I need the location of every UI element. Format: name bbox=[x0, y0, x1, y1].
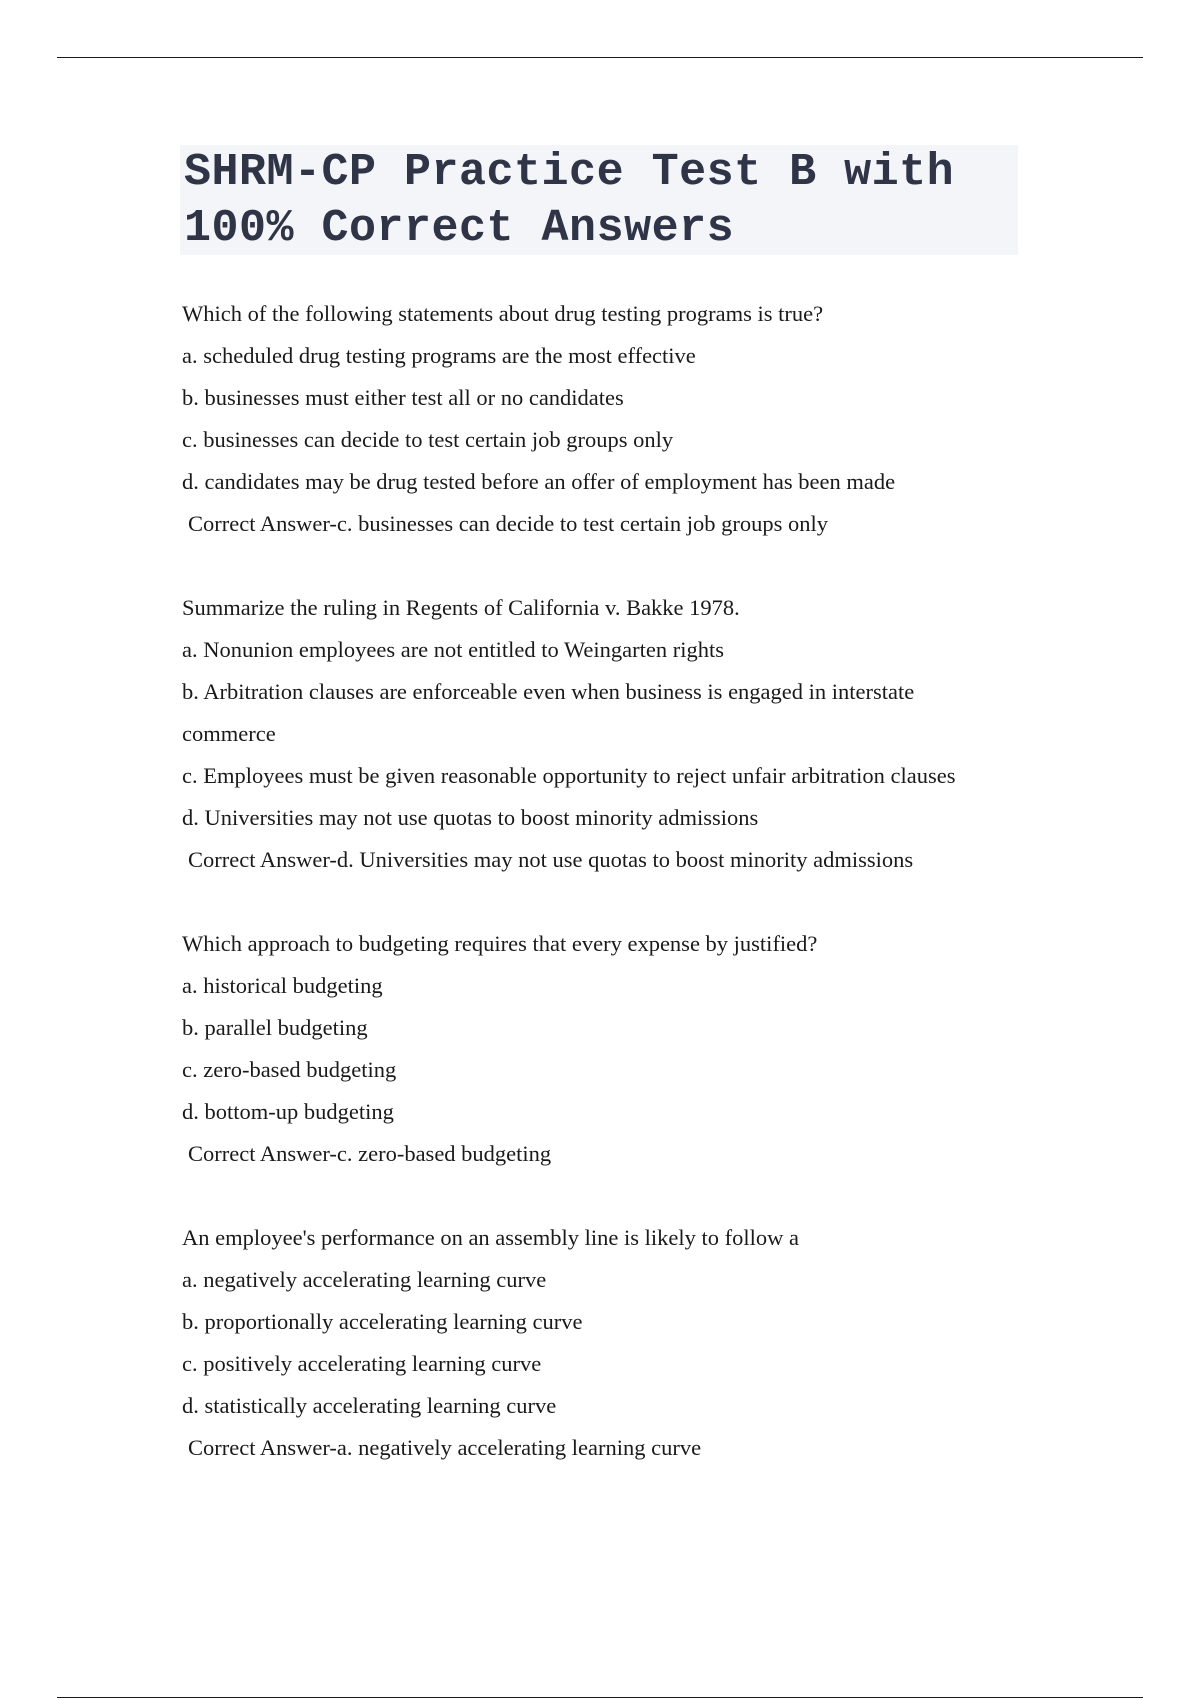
option-c: c. Employees must be given reasonable opportunity to reject unfair arbitration clauses bbox=[182, 763, 956, 788]
option-d: d. statistically accelerating learning curve bbox=[182, 1393, 557, 1418]
option-c: c. zero-based budgeting bbox=[182, 1057, 397, 1082]
question-text: Which of the following statements about drug testing programs is true? bbox=[182, 301, 824, 326]
option-c: c. positively accelerating learning curve bbox=[182, 1351, 542, 1376]
option-d: d. bottom-up budgeting bbox=[182, 1099, 394, 1124]
bottom-rule bbox=[57, 1697, 1143, 1698]
option-b: b. proportionally accelerating learning curve bbox=[182, 1309, 583, 1334]
option-b: b. businesses must either test all or no candidates bbox=[182, 385, 624, 410]
question-text: An employee's performance on an assembly line is likely to follow a bbox=[182, 1225, 800, 1250]
option-d: d. Universities may not use quotas to boost minority admissions bbox=[182, 805, 759, 830]
option-a: a. historical budgeting bbox=[182, 973, 383, 998]
document-title: SHRM-CP Practice Test B with 100% Correct Answers bbox=[184, 147, 955, 254]
correct-answer: Correct Answer-c. businesses can decide to test certain job groups only bbox=[188, 511, 828, 536]
question-block-2 bbox=[182, 587, 1032, 881]
option-a: a. Nonunion employees are not entitled to Weingarten rights bbox=[182, 637, 725, 662]
option-b: b. parallel budgeting bbox=[182, 1015, 368, 1040]
option-a: a. scheduled drug testing programs are the most effective bbox=[182, 343, 696, 368]
option-a: a. negatively accelerating learning curve bbox=[182, 1267, 547, 1292]
question-block-1 bbox=[182, 293, 1032, 545]
option-c: c. businesses can decide to test certain job groups only bbox=[182, 427, 674, 452]
correct-answer: Correct Answer-c. zero-based budgeting bbox=[188, 1141, 552, 1166]
option-d: d. candidates may be drug tested before an offer of employment has been made bbox=[182, 469, 896, 494]
correct-answer: Correct Answer-a. negatively accelerating learning curve bbox=[188, 1435, 702, 1460]
question-block-3 bbox=[182, 923, 1032, 1175]
question-block-4 bbox=[182, 1217, 1032, 1469]
correct-answer: Correct Answer-d. Universities may not use quotas to boost minority admissions bbox=[188, 847, 914, 872]
top-rule bbox=[57, 57, 1143, 58]
question-text: Which approach to budgeting requires that every expense by justified? bbox=[182, 931, 818, 956]
option-b: b. Arbitration clauses are enforceable even when business is engaged in interstate commerce bbox=[182, 679, 915, 746]
question-list bbox=[182, 293, 1032, 1511]
question-text: Summarize the ruling in Regents of California v. Bakke 1978. bbox=[182, 595, 740, 620]
title-box bbox=[180, 145, 1018, 255]
